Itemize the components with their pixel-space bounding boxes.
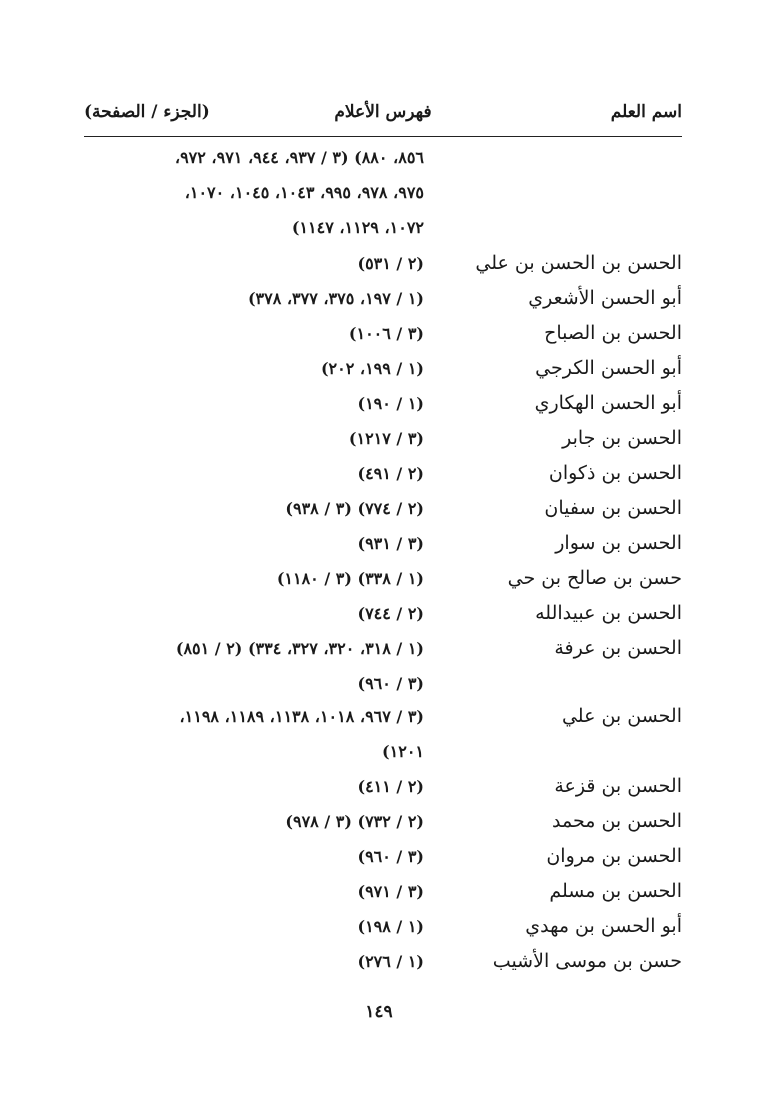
index-entry [84, 775, 682, 809]
entry-references: (٣ / ١٠٠٦) [348, 324, 424, 343]
entry-name: أبو الحسن الكرجي [535, 357, 682, 379]
entry-name: الحسن بن سوار [555, 532, 682, 554]
index-entry [84, 672, 682, 706]
entry-references: (٢ / ٧٣٢) (٣ / ٩٧٨) [285, 812, 424, 831]
index-entry [84, 602, 682, 636]
entry-references: (٢ / ٤٩١) [357, 464, 424, 483]
entry-references: (١ / ٣١٨، ٣٢٠، ٣٢٧، ٣٣٤) (٢ / ٨٥١) [175, 639, 424, 658]
entry-references: (٣ / ٩٦٠) [357, 674, 424, 693]
entry-references: (٣ / ١٢١٧) [348, 429, 424, 448]
index-entry [84, 252, 682, 286]
entry-name: الحسن بن علي [561, 705, 682, 727]
entry-name: حسن بن صالح بن حي [507, 567, 682, 589]
index-entry [84, 181, 682, 215]
column-name-heading: اسم العلم [610, 102, 682, 122]
index-entry [84, 462, 682, 496]
entry-references: (٢ / ٤١١) [357, 777, 424, 796]
entry-name: حسن بن موسى الأشيب [492, 950, 682, 972]
index-entry [84, 322, 682, 356]
index-entry [84, 637, 682, 671]
entry-name: الحسن بن عبيدالله [535, 602, 682, 624]
index-entry [84, 287, 682, 321]
entry-references: (١ / ٣٣٨) (٣ / ١١٨٠) [276, 569, 424, 588]
index-entry [84, 705, 682, 739]
index-entry [84, 810, 682, 844]
index-entry [84, 216, 682, 250]
entry-name: الحسن بن مسلم [549, 880, 682, 902]
index-entry [84, 880, 682, 914]
entry-references: (٢ / ٧٤٤) [357, 604, 424, 623]
entry-references: (١ / ١٩٩، ٢٠٢) [320, 359, 424, 378]
index-entry [84, 532, 682, 566]
index-entry [84, 950, 682, 984]
column-reference-heading: (الجزء / الصفحة) [84, 102, 210, 122]
index-entry [84, 357, 682, 391]
entry-references: (٣ / ٩٦٧، ١٠١٨، ١١٣٨، ١١٨٩، ١١٩٨، [179, 707, 424, 726]
entry-name: أبو الحسن الهكاري [534, 392, 682, 414]
index-entry [84, 567, 682, 601]
index-entry [84, 497, 682, 531]
entry-name: الحسن بن ذكوان [548, 462, 682, 484]
entry-references: (٣ / ٩٣١) [357, 534, 424, 553]
page-number: ١٤٩ [365, 1002, 393, 1022]
entry-references: ١٠٧٢، ١١٢٩، ١١٤٧) [291, 218, 424, 237]
entry-name: أبو الحسن بن مهدي [525, 915, 682, 937]
index-header [84, 96, 682, 137]
index-entry [84, 845, 682, 879]
index-entry [84, 392, 682, 426]
entry-name: الحسن بن عرفة [554, 637, 682, 659]
entry-references: (١ / ٢٧٦) [357, 952, 424, 971]
index-entry [84, 427, 682, 461]
entry-references: (١ / ١٩٨) [357, 917, 424, 936]
entry-references: ١٢٠١) [382, 742, 424, 761]
entry-references: (٣ / ٩٦٠) [357, 847, 424, 866]
entry-references: (٢ / ٧٧٤) (٣ / ٩٣٨) [285, 499, 424, 518]
entry-references: (٢ / ٥٣١) [357, 254, 424, 273]
entry-name: أبو الحسن الأشعري [528, 287, 682, 309]
entry-name: الحسن بن الحسن بن علي [475, 252, 682, 274]
entry-references: ٩٧٥، ٩٧٨، ٩٩٥، ١٠٤٣، ١٠٤٥، ١٠٧٠، [184, 183, 424, 202]
entry-name: الحسن بن قزعة [554, 775, 682, 797]
entry-name: الحسن بن الصباح [544, 322, 682, 344]
index-entry [84, 740, 682, 774]
entry-name: الحسن بن جابر [562, 427, 682, 449]
index-title: فهرس الأعلام [334, 102, 432, 122]
entry-name: الحسن بن مروان [546, 845, 682, 867]
entry-references: (٣ / ٩٧١) [357, 882, 424, 901]
index-entry [84, 915, 682, 949]
entry-references: (١ / ١٩٧، ٣٧٥، ٣٧٧، ٣٧٨) [247, 289, 424, 308]
entry-name: الحسن بن سفيان [544, 497, 682, 519]
index-entry [84, 146, 682, 180]
entry-references: (١ / ١٩٠) [357, 394, 424, 413]
entry-name: الحسن بن محمد [552, 810, 682, 832]
entry-references: ٨٥٦، ٨٨٠) (٣ / ٩٣٧، ٩٤٤، ٩٧١، ٩٧٢، [174, 148, 424, 167]
